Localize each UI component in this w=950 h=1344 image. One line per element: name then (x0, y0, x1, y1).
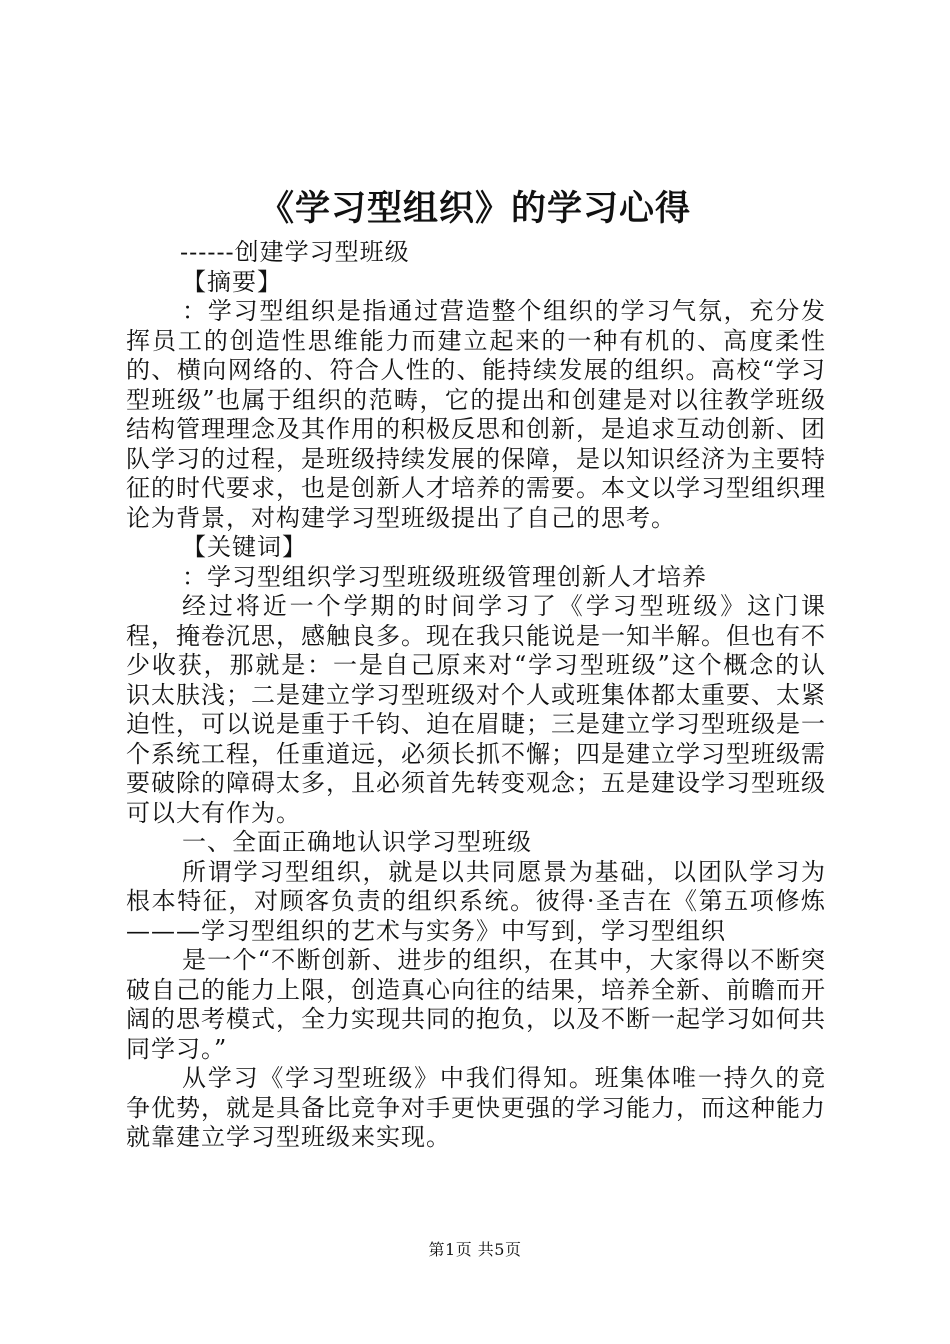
body-paragraph: 经过将近一个学期的时间学习了《学习型班级》这门课程，掩卷沉思，感触良多。现在我只能说是一知半解。但也有不少收获，那就是：一是自己原来对“学习型班级”这个概念的认识太肤浅；二是建立学习型班级对个人或班集体都太重要、太紧迫性，可以说是重于千钧、迫在眉睫；三是建立学习型班级是一个系统工程，任重道远，必须长抓不懈；四是建立学习型班级需要破除的障碍太多，且必须首先转变观念；五是建设学习型班级可以大有作为。 (126, 592, 826, 827)
section-heading: 一、全面正确地认识学习型班级 (182, 828, 532, 856)
body-paragraph: 从学习《学习型班级》中我们得知。班集体唯一持久的竞争优势，就是具备比竞争对手更快更强的学习能力，而这种能力就靠建立学习型班级来实现。 (126, 1064, 826, 1151)
keywords-text: ：学习型组织学习型班级班级管理创新人才培养 (182, 562, 707, 591)
body-paragraph: 是一个“不断创新、进步的组织，在其中，大家得以不断突破自己的能力上限，创造真心向往的结果，培养全新、前瞻而开阔的思考模式，全力实现共同的抱负，以及不断一起学习如何共同学习。” (126, 946, 826, 1063)
document-body (126, 238, 826, 1153)
body-paragraph: 所谓学习型组织，就是以共同愿景为基础，以团队学习为根本特征，对顾客负责的组织系统。彼得·圣吉在《第五项修炼———学习型组织的艺术与实务》中写到，学习型组织 (126, 857, 826, 945)
abstract-text: ：学习型组织是指通过营造整个组织的学习气氛，充分发挥员工的创造性思维能力而建立起来的一种有机的、高度柔性的、横向网络的、符合人性的、能持续发展的组织。高校“学习型班级”也属于组织的范畴，它的提出和创建是对以往教学班级结构管理理念及其作用的积极反思和创新，是追求互动创新、团队学习的过程，是班级持续发展的保障，是以知识经济为主要特征的时代要求，也是创新人才培养的需要。本文以学习型组织理论为背景，对构建学习型班级提出了自己的思考。 (126, 297, 826, 532)
document-subtitle: ------创建学习型班级 (180, 238, 410, 266)
page-footer: 第1页 共5页 (428, 1240, 522, 1259)
abstract-heading: 【摘要】 (182, 267, 282, 296)
keywords-heading: 【关键词】 (182, 533, 307, 561)
document-title: 《学习型组织》的学习心得 (258, 189, 691, 229)
